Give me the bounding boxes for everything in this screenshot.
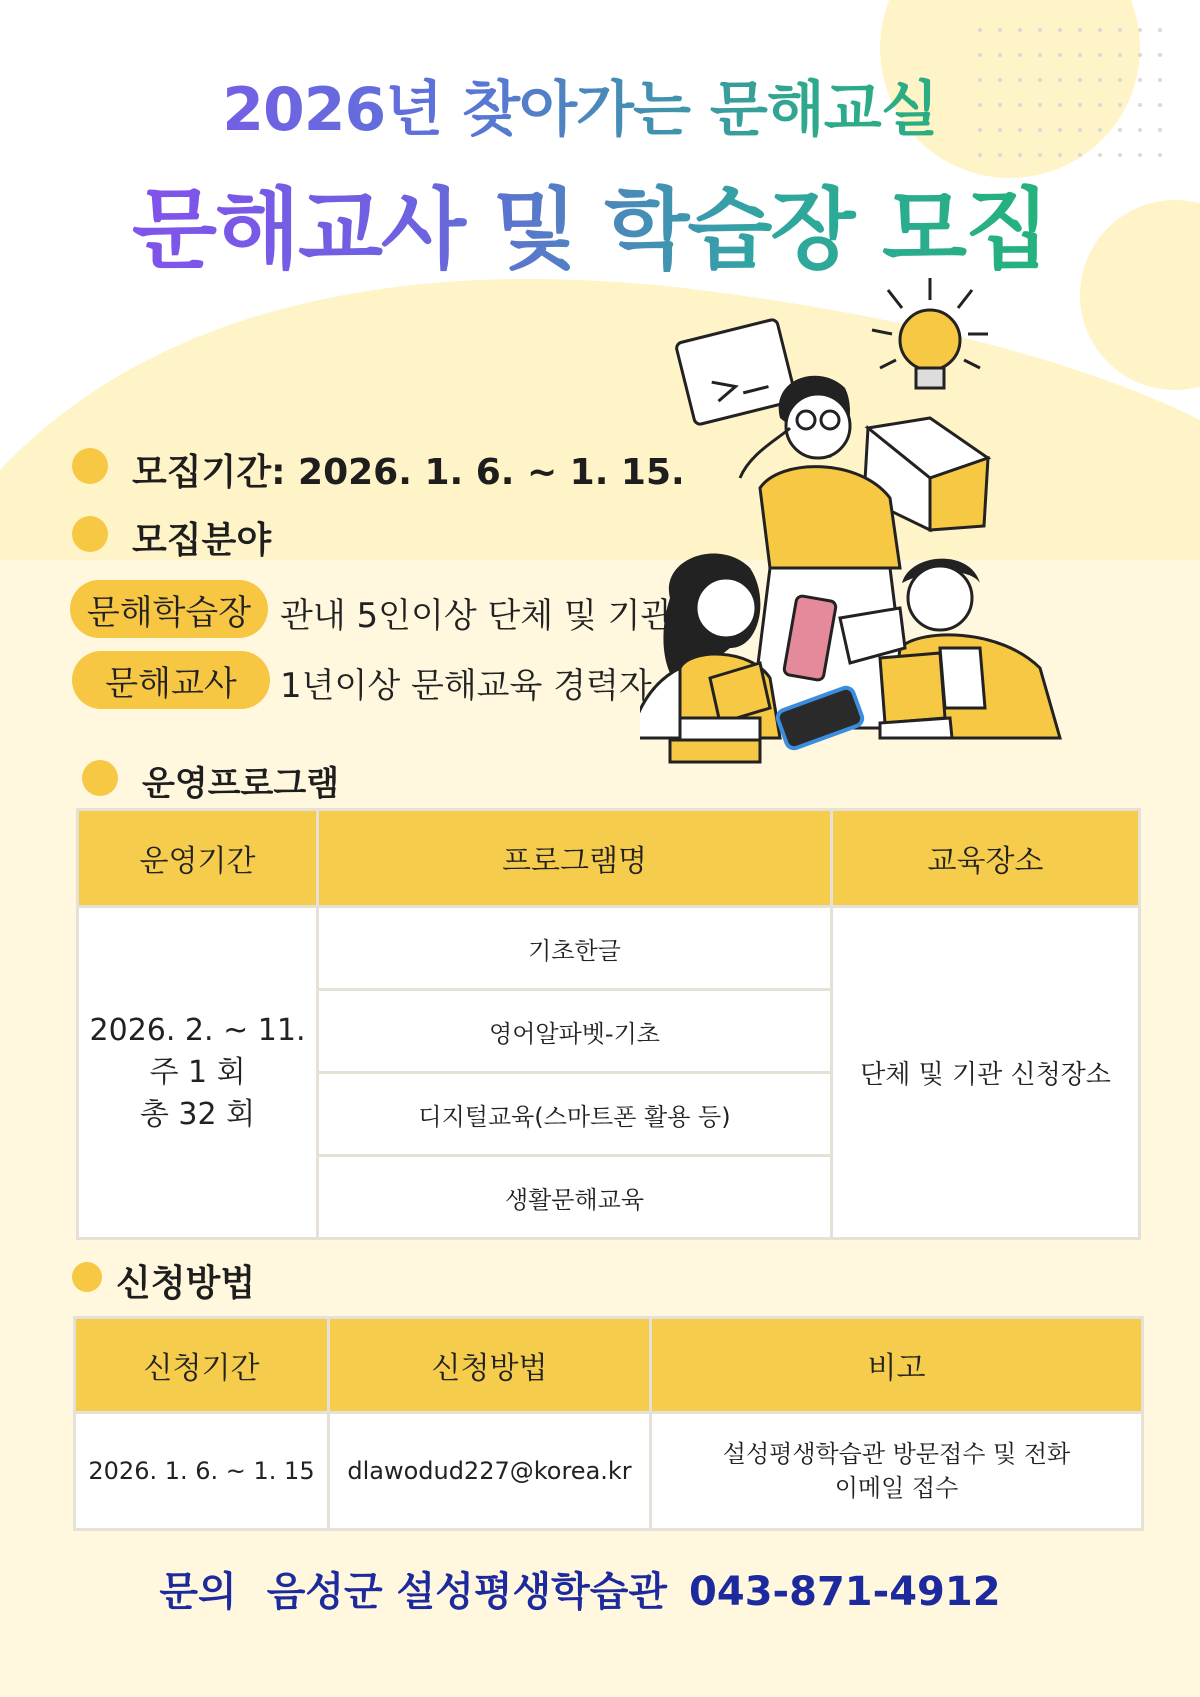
field-desc-learning-place: 관내 5인이상 단체 및 기관 bbox=[280, 596, 674, 636]
field-tag-learning-place: 문해학습장 bbox=[70, 580, 268, 638]
apply-table bbox=[73, 1316, 1144, 1531]
program-period-range: 2026. 2. ~ 11. bbox=[89, 1012, 306, 1048]
apply-heading: 신청방법 bbox=[116, 1263, 256, 1304]
table-header: 신청기간 bbox=[75, 1318, 329, 1413]
apply-note-cell bbox=[651, 1413, 1143, 1530]
program-name-cell: 생활문해교육 bbox=[318, 1156, 832, 1239]
apply-note-line: 설성평생학습관 방문접수 및 전화 bbox=[722, 1440, 1071, 1468]
contact-label: 문의 bbox=[159, 1569, 237, 1615]
program-total-sessions: 총 32 회 bbox=[139, 1096, 256, 1132]
apply-email-cell: dlawodud227@korea.kr bbox=[329, 1413, 651, 1530]
bullet-dot-icon bbox=[72, 1262, 102, 1292]
table-header: 비고 bbox=[651, 1318, 1143, 1413]
title-line-2: 문해교사 및 학습장 모집 bbox=[0, 160, 1180, 286]
bullet-dot-icon bbox=[72, 448, 108, 484]
program-table bbox=[76, 808, 1141, 1240]
program-name-cell: 영어알파벳-기초 bbox=[318, 990, 832, 1073]
apply-note-line: 이메일 접수 bbox=[834, 1474, 959, 1502]
program-period-cell bbox=[78, 907, 318, 1239]
program-name-cell: 기초한글 bbox=[318, 907, 832, 990]
bullet-dot-icon bbox=[82, 760, 118, 796]
table-header: 교육장소 bbox=[832, 810, 1140, 907]
code-window-icon bbox=[675, 319, 796, 426]
apply-period-cell: 2026. 1. 6. ~ 1. 15 bbox=[75, 1413, 329, 1530]
field-desc-teacher: 1년이상 문해교육 경력자 bbox=[280, 666, 652, 706]
table-header: 운영기간 bbox=[78, 810, 318, 907]
contact-phone: 043-871-4912 bbox=[689, 1569, 1001, 1615]
contact-org: 음성군 설성평생학습관 bbox=[266, 1569, 668, 1615]
recruit-field-heading: 모집분야 bbox=[132, 520, 272, 561]
program-heading: 운영프로그램 bbox=[142, 764, 340, 804]
program-name-cell: 디지털교육(스마트폰 활용 등) bbox=[318, 1073, 832, 1156]
recruit-period: 모집기간: 2026. 1. 6. ~ 1. 15. bbox=[132, 452, 685, 493]
contact-footer bbox=[0, 1560, 1160, 1617]
title-line-1: 2026년 찾아가는 문해교실 bbox=[0, 62, 1160, 148]
field-tag-teacher: 문해교사 bbox=[72, 651, 270, 709]
teacher-students-illustration bbox=[640, 268, 1160, 798]
program-frequency: 주 1 회 bbox=[149, 1054, 246, 1090]
program-place-cell: 단체 및 기관 신청장소 bbox=[832, 907, 1140, 1239]
table-header: 신청방법 bbox=[329, 1318, 651, 1413]
table-header: 프로그램명 bbox=[318, 810, 832, 907]
bullet-dot-icon bbox=[72, 516, 108, 552]
